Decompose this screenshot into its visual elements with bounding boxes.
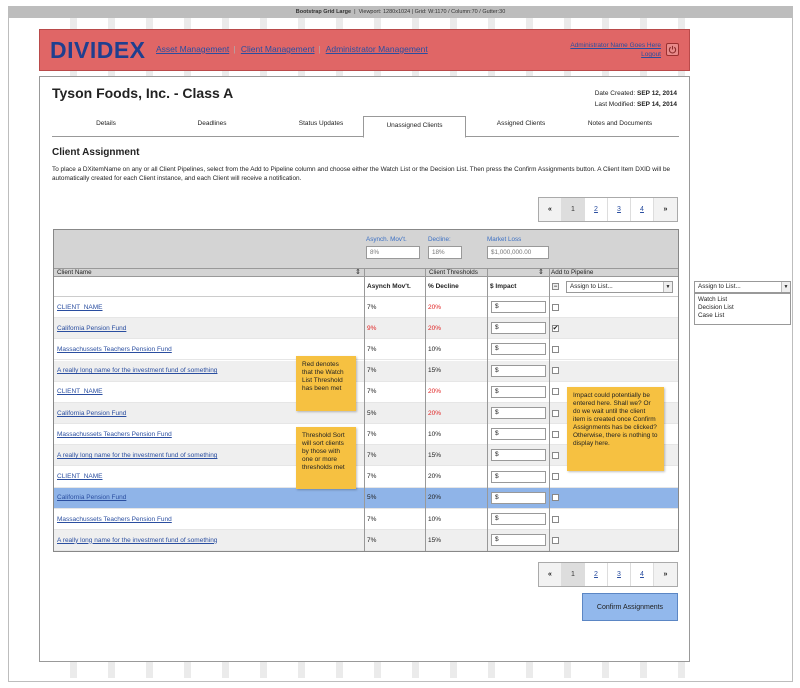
asynch-threshold-input[interactable]: 8% — [366, 246, 420, 259]
column-divider — [425, 268, 426, 552]
pager-page-4[interactable]: 4 — [631, 563, 654, 586]
grid-info-details: Viewport: 1280x1024 | Grid: W:1170 / Column:70 / Gutter:30 — [358, 9, 506, 15]
asynch-value: 7% — [367, 345, 377, 353]
grid-column-groups — [54, 268, 678, 277]
column-impact: $ Impact — [490, 283, 517, 290]
decline-value: 20% — [428, 409, 442, 417]
app-header — [39, 29, 690, 71]
impact-input[interactable]: $ — [491, 407, 546, 419]
decline-value: 20% — [428, 473, 442, 481]
client-name-link[interactable]: Massachussets Teachers Pension Fund — [57, 515, 172, 523]
asynch-value: 9% — [367, 324, 377, 332]
decline-value: 15% — [428, 367, 442, 375]
option-case-list[interactable]: Case List — [698, 312, 725, 319]
pager-page-3[interactable]: 3 — [608, 563, 631, 586]
impact-input[interactable]: $ — [491, 386, 546, 398]
sticky-note-impact: Impact could potentially be entered here. Shall we? Or do we wait until the client item is created once Confirm Assignments has be clicked? Otherwise, there is nothing to display here. — [567, 387, 664, 471]
pipeline-checkbox[interactable] — [552, 304, 559, 311]
tab-details[interactable]: Details — [96, 120, 116, 127]
decline-value: 15% — [428, 536, 442, 544]
option-watch-list[interactable]: Watch List — [698, 296, 728, 303]
decline-value: 20% — [428, 324, 442, 332]
impact-input[interactable]: $ — [491, 471, 546, 483]
tab-notes-documents[interactable]: Notes and Documents — [587, 120, 653, 127]
column-asynch: Asynch Mov't. — [367, 283, 411, 290]
asynch-value: 7% — [367, 515, 377, 523]
column-divider — [549, 268, 550, 552]
last-modified-value: SEP 14, 2014 — [637, 101, 677, 108]
table-row[interactable] — [54, 361, 678, 382]
nav-client-management[interactable]: Client Management — [240, 44, 315, 54]
client-name-link[interactable]: CLIENT_NAME — [57, 473, 103, 481]
threshold-filter-bar — [54, 230, 678, 268]
table-row[interactable] — [54, 339, 678, 360]
pager-next-button[interactable]: » — [663, 571, 668, 578]
table-row[interactable] — [54, 318, 678, 339]
market-loss-label: Market Loss — [487, 236, 522, 243]
decline-value: 20% — [428, 388, 442, 396]
table-row[interactable] — [54, 297, 678, 318]
asynch-value: 7% — [367, 451, 377, 459]
pager-page-2[interactable]: 2 — [585, 198, 608, 221]
column-divider — [487, 268, 488, 552]
pagination-top — [538, 197, 678, 222]
pipeline-checkbox[interactable] — [552, 346, 559, 353]
assign-list-select-value: Assign to List... — [698, 283, 741, 290]
column-client-thresholds[interactable]: Client Thresholds — [429, 269, 478, 276]
pager-next-button[interactable]: » — [663, 206, 668, 213]
pipeline-checkbox[interactable] — [552, 516, 559, 523]
date-created-value: SEP 12, 2014 — [637, 90, 677, 97]
tab-bar — [52, 116, 679, 137]
sticky-note-red: Red denotes that the Watch List Threshold has been met — [296, 356, 356, 411]
column-divider — [364, 268, 365, 552]
asynch-value: 7% — [367, 473, 377, 481]
pipeline-checkbox[interactable] — [552, 494, 559, 501]
option-decision-list[interactable]: Decision List — [698, 304, 734, 311]
asynch-value: 7% — [367, 536, 377, 544]
decline-value: 10% — [428, 430, 442, 438]
pipeline-checkbox[interactable] — [552, 473, 559, 480]
table-row[interactable] — [54, 530, 678, 551]
asynch-value: 7% — [367, 303, 377, 311]
sort-thresholds-icon[interactable]: ⇕ — [538, 269, 544, 276]
grid-info-title: Bootstrap Grid Large — [295, 9, 352, 15]
decline-threshold-input[interactable]: 18% — [428, 246, 462, 259]
last-modified-label: Last Modified: — [594, 101, 636, 108]
page-title: Tyson Foods, Inc. - Class A — [52, 85, 234, 101]
client-assignment-grid — [53, 229, 679, 552]
main-content — [39, 76, 690, 662]
table-row[interactable] — [54, 509, 678, 530]
table-row[interactable] — [54, 488, 678, 509]
tab-assigned-clients[interactable]: Assigned Clients — [496, 120, 546, 127]
sort-client-name-icon[interactable]: ⇕ — [355, 269, 361, 276]
asynch-value: 5% — [367, 409, 377, 417]
pager-page-2[interactable]: 2 — [585, 563, 608, 586]
pager-page-1[interactable]: 1 — [562, 563, 585, 586]
impact-input[interactable]: $ — [491, 449, 546, 461]
date-created-label: Date Created: — [594, 90, 636, 97]
assign-list-options — [694, 293, 791, 325]
user-box — [570, 41, 661, 59]
power-icon[interactable] — [666, 43, 679, 56]
decline-value: 10% — [428, 345, 442, 353]
main-nav: Asset Management | Client Management | Administrator Management — [156, 44, 428, 54]
decline-value: 20% — [428, 303, 442, 311]
nav-asset-management[interactable]: Asset Management — [156, 44, 230, 54]
pipeline-checkbox[interactable]: ✔ — [552, 324, 559, 332]
client-name-link[interactable]: California Pension Fund — [57, 409, 127, 417]
pipeline-checkbox[interactable] — [552, 537, 559, 544]
pager-page-1[interactable]: 1 — [562, 198, 585, 221]
instructions-text: To place a DXitemName on any or all Client Pipelines, select from the Add to Pipeline column and choose either the Watch List or the Decision List. Then press the Confirm Assignments button. A Client Item DXID will be automatically created for each Client instance, and each Client will receive a notification. — [52, 166, 671, 182]
grid-info-bar: Bootstrap Grid Large | Viewport: 1280x1024 | Grid: W:1170 / Column:70 / Gutter:30 — [9, 7, 792, 18]
pager-prev-button[interactable]: « — [539, 198, 562, 221]
client-name-link[interactable]: California Pension Fund — [57, 324, 127, 332]
pipeline-checkbox[interactable] — [552, 367, 559, 374]
client-name-link[interactable]: CLIENT_NAME — [57, 388, 103, 396]
pipeline-checkbox[interactable] — [552, 410, 559, 417]
column-add-to-pipeline: Add to Pipeline — [551, 269, 594, 276]
decline-value: 15% — [428, 451, 442, 459]
sticky-note-sort: Threshold Sort will sort clients by those with one or more thresholds met — [296, 427, 356, 489]
nav-administrator-management[interactable]: Administrator Management — [325, 44, 428, 54]
impact-input[interactable]: $ — [491, 322, 546, 334]
asynch-value: 7% — [367, 388, 377, 396]
impact-input[interactable]: $ — [491, 513, 546, 525]
pagination-bottom — [538, 562, 678, 587]
tab-unassigned-clients[interactable]: Unassigned Clients — [363, 116, 466, 138]
assign-list-select[interactable] — [694, 281, 791, 293]
column-decline: % Decline — [428, 283, 459, 290]
asynch-value: 7% — [367, 367, 377, 375]
decline-value: 20% — [428, 494, 442, 502]
pipeline-checkbox[interactable] — [552, 388, 559, 395]
assign-all-select[interactable] — [566, 281, 673, 293]
asynch-value: 5% — [367, 494, 377, 502]
chevron-down-icon: ▼ — [663, 282, 672, 292]
select-all-checkbox[interactable]: − — [553, 283, 558, 290]
market-loss-input[interactable]: $1,000,000.00 — [487, 246, 549, 259]
pager-page-3[interactable]: 3 — [608, 198, 631, 221]
pipeline-checkbox[interactable] — [552, 431, 559, 438]
client-name-link[interactable]: California Pension Fund — [57, 494, 127, 502]
tab-status-updates[interactable]: Status Updates — [298, 120, 344, 127]
grid-subheader — [54, 277, 678, 297]
client-name-link[interactable]: CLIENT_NAME — [57, 303, 103, 311]
logo: DIVIDEX — [50, 37, 146, 63]
decline-value: 10% — [428, 515, 442, 523]
section-title: Client Assignment — [52, 147, 140, 158]
impact-input[interactable]: $ — [491, 492, 546, 504]
client-name-link[interactable]: Massachussets Teachers Pension Fund — [57, 345, 172, 353]
client-name-link[interactable]: A really long name for the investment fund of something — [57, 536, 218, 544]
impact-input[interactable]: $ — [491, 428, 546, 440]
tab-deadlines[interactable]: Deadlines — [197, 120, 227, 127]
impact-input[interactable]: $ — [491, 534, 546, 546]
impact-input[interactable]: $ — [491, 365, 546, 377]
client-name-link[interactable]: A really long name for the investment fund of something — [57, 367, 218, 375]
asynch-threshold-label: Asynch. Mov't. — [366, 236, 407, 243]
client-name-link[interactable]: Massachussets Teachers Pension Fund — [57, 430, 172, 438]
pager-page-4[interactable]: 4 — [631, 198, 654, 221]
impact-input[interactable]: $ — [491, 301, 546, 313]
decline-threshold-label: Decline: — [428, 236, 451, 243]
impact-input[interactable]: $ — [491, 343, 546, 355]
assign-all-select-value: Assign to List... — [570, 283, 613, 290]
chevron-down-icon: ▼ — [781, 282, 790, 292]
confirm-assignments-button[interactable]: Confirm Assignments — [582, 593, 678, 621]
user-name-link[interactable]: Administrator Name Goes Here — [570, 42, 661, 49]
column-client-name[interactable]: Client Name — [57, 269, 92, 276]
logout-link[interactable]: Logout — [641, 51, 661, 58]
pipeline-checkbox[interactable] — [552, 452, 559, 459]
client-name-link[interactable]: A really long name for the investment fund of something — [57, 451, 218, 459]
date-info — [595, 88, 677, 110]
pager-prev-button[interactable]: « — [539, 563, 562, 586]
asynch-value: 7% — [367, 430, 377, 438]
